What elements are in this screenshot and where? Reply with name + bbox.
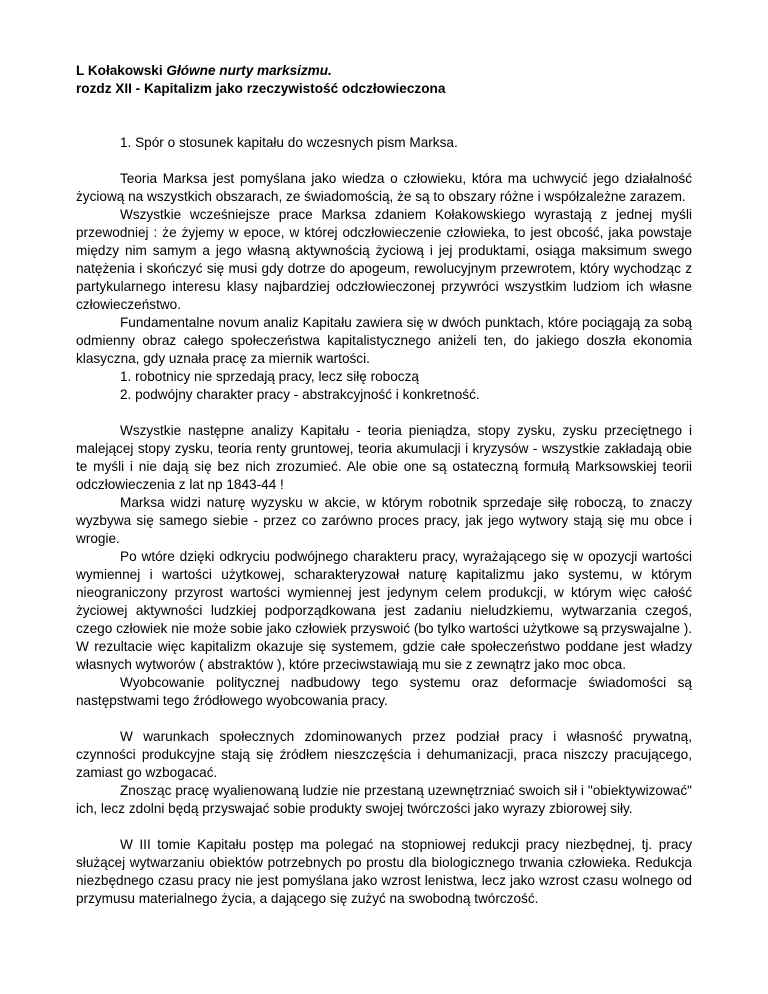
document-header — [76, 62, 692, 98]
paragraph: Wszystkie wcześniejsze prace Marksa zdaniem Kołakowskiego wyrastają z jednej myśli przewodniej : że żyjemy w epoce, w której odczłowieczenie człowieka, to jest obcość, jaka powstaje między nim samym a jego własną aktywnością życiową i jej produktami, osiąga maksimum swego natężenia i skończyć się musi gdy dotrze do apogeum, rewolucyjnym przewrotem, który wychodząc z partykularnego interesu klasy najbardziej odczłowieczonej przywróci wszystkim ludziom ich własne człowieczeństwo. — [76, 207, 692, 312]
paragraph: W warunkach społecznych zdominowanych przez podział pracy i własność prywatną, czynności produkcyjne stają się źródłem nieszczęścia i dehumanizacji, praca niszczy pracującego, zamiast go wzbogacać. — [76, 729, 692, 780]
paragraph: Znosząc pracę wyalienowaną ludzie nie przestaną uzewnętrzniać swoich sił i "obiektywizować" ich, lecz zdolni będą przyswajać sobie produkty swojej twórczości jako wyrazy zbiorowej siły. — [76, 783, 692, 816]
book-title: Główne nurty marksizmu. — [166, 63, 332, 78]
chapter-title: rozdz XII - Kapitalizm jako rzeczywistość odczłowieczona — [76, 81, 446, 96]
paragraph: Teoria Marksa jest pomyślana jako wiedza o człowieku, która ma uchwycić jego działalność życiową na wszystkich obszarach, ze świadomością, że są to obszary różne i współzależne zarazem. — [76, 171, 692, 204]
paragraph: Marksa widzi naturę wyzysku w akcie, w którym robotnik sprzedaje siłę roboczą, to znaczy wyzbywa się samego siebie - przez co zarówno proces pracy, jak jego wytwory stają się mu obce i wrogie. — [76, 495, 692, 546]
document-page — [76, 62, 692, 908]
author-title-line — [76, 62, 692, 80]
paragraph: Fundamentalne novum analiz Kapitału zawiera się w dwóch punktach, które pociągają za sobą odmienny obraz całego społeczeństwa kapitalistycznego aniżeli ten, do jakiego doszła ekonomia klasyczna, gdy uznała pracę za miernik wartości. — [76, 315, 692, 366]
paragraph: Wyobcowanie politycznej nadbudowy tego systemu oraz deformacje świadomości są następstwami tego źródłowego wyobcowania pracy. — [76, 675, 692, 708]
author: L Kołakowski — [76, 63, 167, 78]
section-title: 1. Spór o stosunek kapitału do wczesnych pism Marksa. — [120, 135, 458, 150]
list-item: 1. robotnicy nie sprzedają pracy, lecz siłę roboczą — [120, 369, 419, 384]
paragraph: Po wtóre dzięki odkryciu podwójnego charakteru pracy, wyrażającego się w opozycji wartości wymiennej i wartości użytkowej, scharakteryzował naturę kapitalizmu jako systemu, w którym nieograniczony przyrost wartości wymiennej jest jedynym celem produkcji, w którym więc całość życiowej aktywności ludzkiej podporządkowana jest zadaniu nieludzkiemu, wytwarzania czegoś, czego człowiek nie może sobie jako człowiek przyswoić (bo tylko wartości użytkowe są przyswajalne ). W rezultacie więc kapitalizm okazuje się systemem, gdzie całe społeczeństwo poddane jest władzy własnych wytworów ( abstraktów ), które przeciwstawiają mu sie z zewnątrz jako moc obca. — [76, 549, 692, 672]
paragraph: Wszystkie następne analizy Kapitału - teoria pieniądza, stopy zysku, zysku przeciętnego i malejącej stopy zysku, teoria renty gruntowej, teoria akumulacji i kryzysów - wszystkie zakładają obie te myśli i nie dają się bez nich zrozumieć. Ale obie one są ostateczną formułą Marksowskiej teorii odczłowieczenia z lat np 1843-44 ! — [76, 423, 692, 492]
paragraph: W III tomie Kapitału postęp ma polegać na stopniowej redukcji pracy niezbędnej, tj. pracy służącej wytwarzaniu obiektów potrzebnych po prostu dla biologicznego trwania człowieka. Redukcja niezbędnego czasu pracy nie jest pomyślana jako wzrost lenistwa, lecz jako wzrost czasu wolnego od przymusu materialnego życia, a dającego się zużyć na swobodną twórczość. — [76, 837, 692, 906]
list-item: 2. podwójny charakter pracy - abstrakcyjność i konkretność. — [120, 387, 480, 402]
